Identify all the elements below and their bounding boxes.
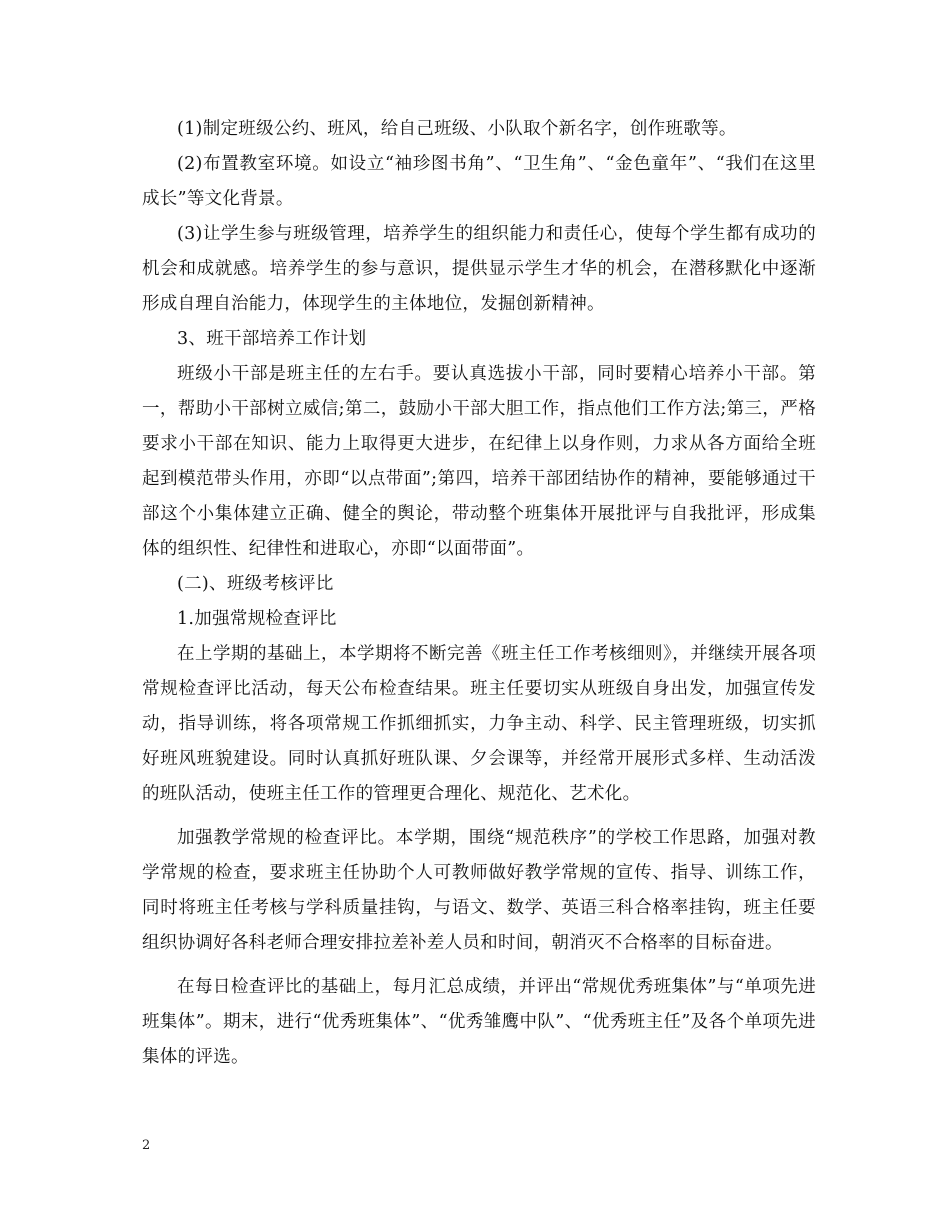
paragraph-cadre-training: 班级小干部是班主任的左右手。要认真选拔小干部，同时要精心培养小干部。第一，帮助小干部树立威信;第二，鼓励小干部大胆工作，指点他们工作方法;第三，严格要求小干部在知识、能力上取得更大进步，在纪律上以身作则，力求从各方面给全班起到模范带头作用，亦即“以点带面”;第四，培养干部团结协作的精神，要能够通过干部这个小集体建立正确、健全的舆论，带动整个班集体开展批评与自我批评，形成集体的组织性、纪律性和进取心，亦即“以面带面”。 (142, 364, 816, 559)
section-heading-cadre-training: 3、班干部培养工作计划 (177, 329, 367, 349)
paragraph-student-participation: (3)让学生参与班级管理，培养学生的组织能力和责任心，使每个学生都有成功的机会和成就感。培养学生的参与意识，提供显示学生才华的机会，在潜移默化中逐渐形成自理自治能力，体现学生的主体地位，发掘创新精神。 (142, 224, 816, 314)
paragraph-classroom-environment: (2)布置教室环境。如设立“袖珍图书角”、“卫生角”、“金色童年”、“我们在这里成长”等文化背景。 (142, 154, 816, 209)
document-body (142, 112, 816, 1075)
paragraph-routine-inspection: 在上学期的基础上，本学期将不断完善《班主任工作考核细则》，并继续开展各项常规检查评比活动，每天公布检查结果。班主任要切实从班级自身出发，加强宣传发动，指导训练，将各项常规工作抓细抓实，力争主动、科学、民主管理班级，切实抓好班风班貌建设。同时认真抓好班队课、夕会课等，并经常开展形式多样、生动活泼的班队活动，使班主任工作的管理更合理化、规范化、艺术化。 (142, 644, 816, 804)
paragraph-class-rules: (1)制定班级公约、班风，给自己班级、小队取个新名字，创作班歌等。 (177, 119, 737, 139)
paragraph-monthly-evaluation: 在每日检查评比的基础上，每月汇总成绩，并评出“常规优秀班集体”与“单项先进班集体”。期末，进行“优秀班集体”、“优秀雏鹰中队”、“优秀班主任”及各个单项先进集体的评选。 (142, 977, 816, 1067)
paragraph-teaching-inspection: 加强教学常规的检查评比。本学期，围绕“规范秩序”的学校工作思路，加强对教学常规的检查，要求班主任协助个人可教师做好教学常规的宣传、指导、训练工作，同时将班主任考核与学科质量挂钩，与语文、数学、英语三科合格率挂钩，班主任要组织协调好各科老师合理安排拉差补差人员和时间，朝消灭不合格率的目标奋进。 (142, 828, 816, 953)
section-heading-class-assessment: (二)、班级考核评比 (177, 574, 334, 594)
page-number: 2 (142, 1138, 151, 1153)
subheading-routine-inspection: 1.加强常规检查评比 (177, 609, 337, 629)
